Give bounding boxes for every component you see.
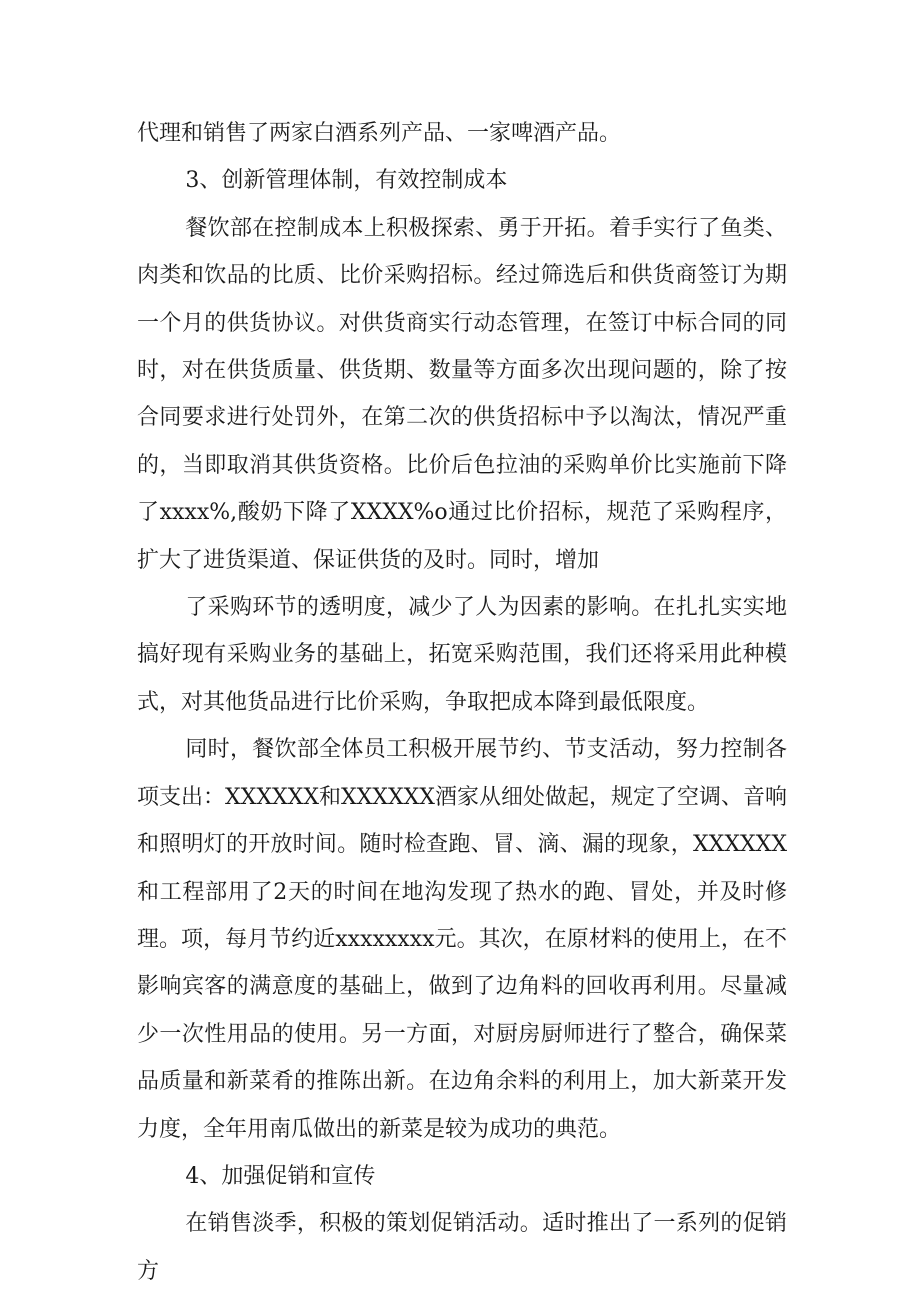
document-body bbox=[137, 110, 787, 1295]
section-heading-3: 3、创新管理体制，有效控制成本 bbox=[185, 168, 508, 194]
paragraph-procurement-transparency: 了采购环节的透明度，减少了人为因素的影响。在扎扎实实地搞好现有采购业务的基础上，拓宽采购范围，我们还将采用此种模式，对其他货品进行比价采购，争取把成本降到最低限度。 bbox=[137, 595, 787, 715]
paragraph-continuation: 代理和销售了两家白酒系列产品、一家啤酒产品。 bbox=[137, 121, 622, 146]
paragraph-promotion: 在销售淡季，积极的策划促销活动。适时推出了一系列的促销方 bbox=[137, 1211, 787, 1284]
section-heading-4: 4、加强促销和宣传 bbox=[185, 1163, 376, 1189]
paragraph-cost-control: 餐饮部在控制成本上积极探索、勇于开拓。着手实行了鱼类、肉类和饮品的比质、比价采购招标。经过筛选后和供货商签订为期一个月的供货协议。对供货商实行动态管理，在签订中标合同的同时，对在供货质量、供货期、数量等方面多次出现问题的，除了按合同要求进行处罚外，在第二次的供货招标中予以淘汰，情况严重的，当即取消其供货资格。比价后色拉油的采购单价比实施前下降了xxxx%,酸奶下降了XXXX%o通过比价招标，规范了采购程序，扩大了进货渠道、保证供货的及时。同时，增加 bbox=[137, 215, 787, 573]
paragraph-saving-activities: 同时，餐饮部全体员工积极开展节约、节支活动，努力控制各项支出：XXXXXX和XXXXXX酒家从细处做起，规定了空调、音响和照明灯的开放时间。随时检查跑、冒、滴、漏的现象，XXXXXX和工程部用了2天的时间在地沟发现了热水的跑、冒处，并及时修理。项，每月节约近xxxxxxxx元。其次，在原材料的使用上，在不影响宾客的满意度的基础上，做到了边角料的回收再利用。尽量减少一次性用品的使用。另一方面，对厨房厨师进行了整合，确保菜品质量和新菜肴的推陈出新。在边角余料的利用上，加大新菜开发力度，全年用南瓜做出的新菜是较为成功的典范。 bbox=[137, 737, 787, 1142]
